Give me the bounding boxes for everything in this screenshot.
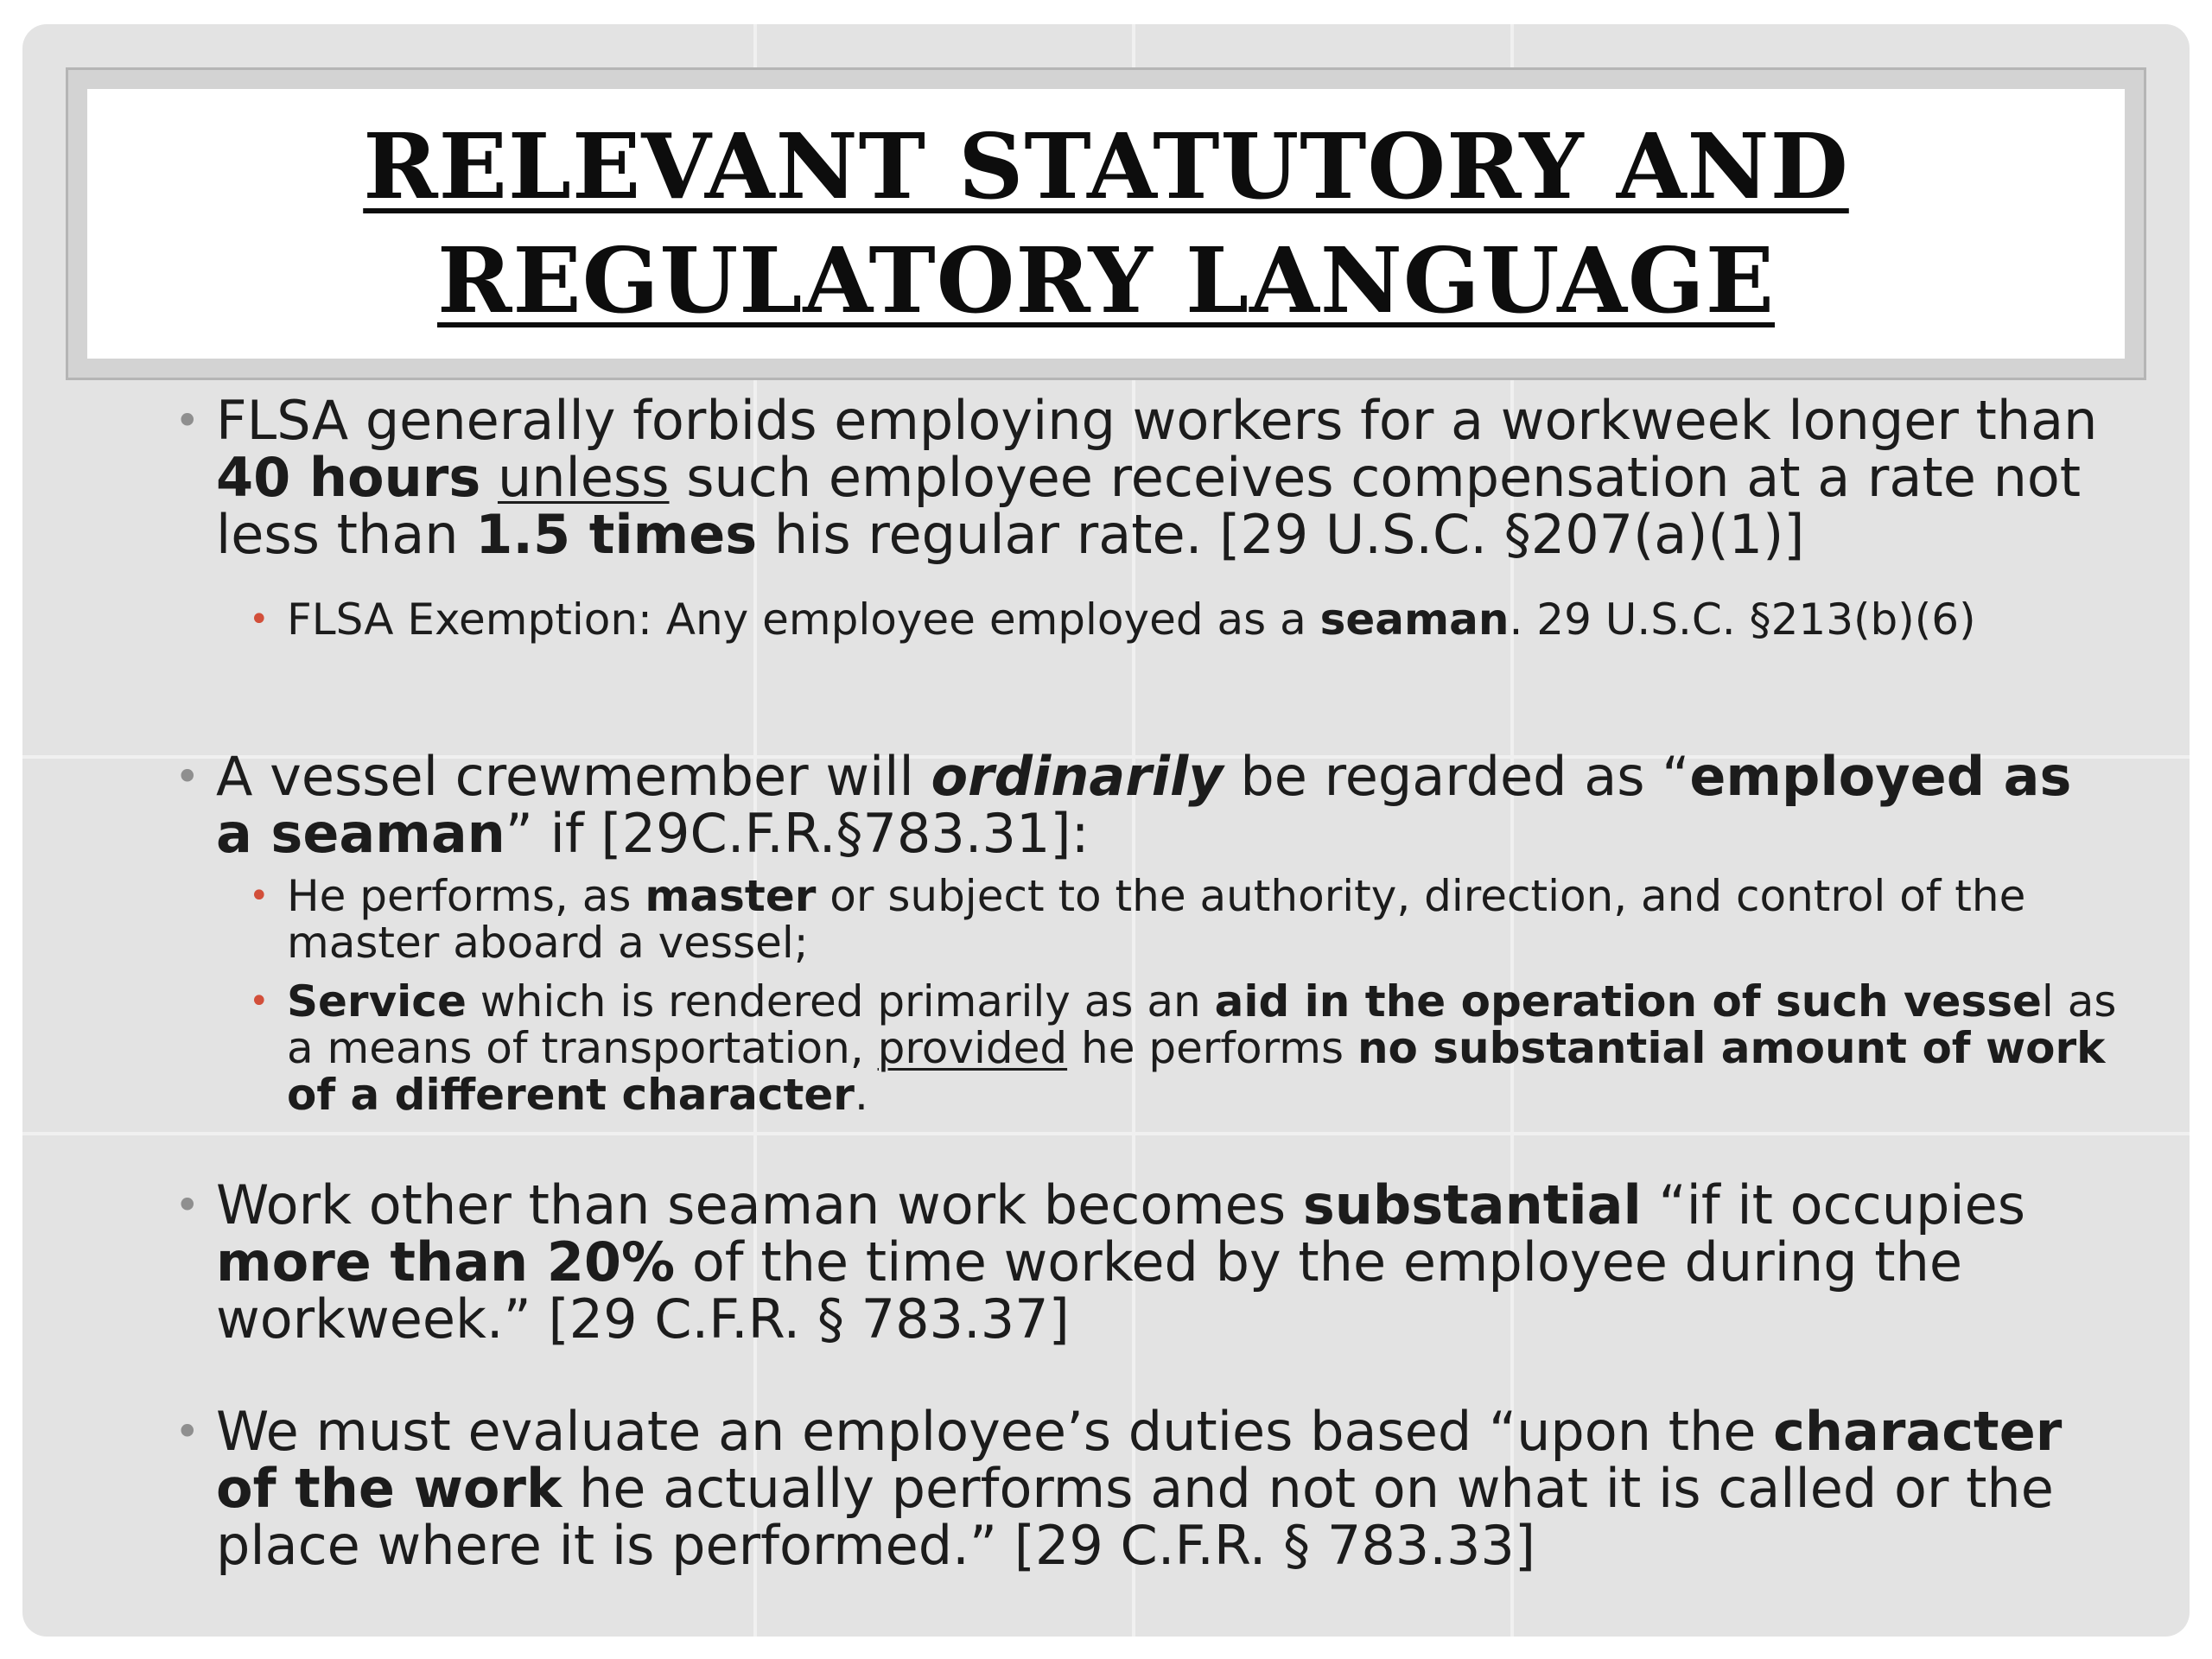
slide-content	[22, 24, 2190, 1637]
bullet-4	[175, 1400, 2100, 1577]
sub-bullet-dot: •	[249, 876, 270, 916]
bullet-dot: •	[175, 1180, 200, 1230]
bullet-3-text: Work other than seaman work becomes substantial “if it occupies more than 20% of the time worked by the employee during the workweek.” [29 C.F.R. § 783.37]	[216, 1173, 2026, 1351]
title-line-2: REGULATORY LANGUAGE	[437, 227, 1775, 334]
bullet-1-text: FLSA generally forbids employing workers for a workweek longer than 40 hours unless such employee receives compensation at a rate not less than 1.5 times his regular rate. [29 U.S.C. §207(a)(1)]	[216, 389, 2098, 566]
bullet-dot: •	[175, 1407, 200, 1457]
bullet-2-text: A vessel crewmember will ordinarily be regarded as “employed as a seaman” if [29C.F.R.§783.31]:	[216, 745, 2072, 865]
slide	[22, 24, 2190, 1637]
sub-bullet-dot: •	[249, 600, 270, 639]
sub-bullet-2-1	[249, 871, 2119, 968]
bullet-1	[175, 389, 2100, 566]
sub-bullet-2-2	[249, 976, 2119, 1120]
bullet-dot: •	[175, 752, 200, 802]
title-line-1: RELEVANT STATUTORY AND	[363, 113, 1849, 219]
bullet-2	[175, 745, 2100, 865]
sub-bullet-2-1-text: He performs, as master or subject to the authority, direction, and control of the master aboard a vessel;	[287, 871, 2026, 968]
sub-bullet-2-2-text: Service which is rendered primarily as an aid in the operation of such vessel as a means of transportation, provided he performs no substantial amount of work of a different character.	[287, 976, 2117, 1120]
sub-bullet-1-1	[249, 594, 2119, 645]
sub-bullet-1-1-text: FLSA Exemption: Any employee employed as a seaman. 29 U.S.C. §213(b)(6)	[287, 594, 1976, 645]
bullet-3	[175, 1173, 2100, 1351]
bullet-4-text: We must evaluate an employee’s duties based “upon the character of the work he actually performs and not on what it is called or the place where it is performed.” [29 C.F.R. § 783.33]	[216, 1400, 2063, 1577]
sub-bullet-dot: •	[249, 982, 270, 1021]
bullet-dot: •	[175, 396, 200, 446]
